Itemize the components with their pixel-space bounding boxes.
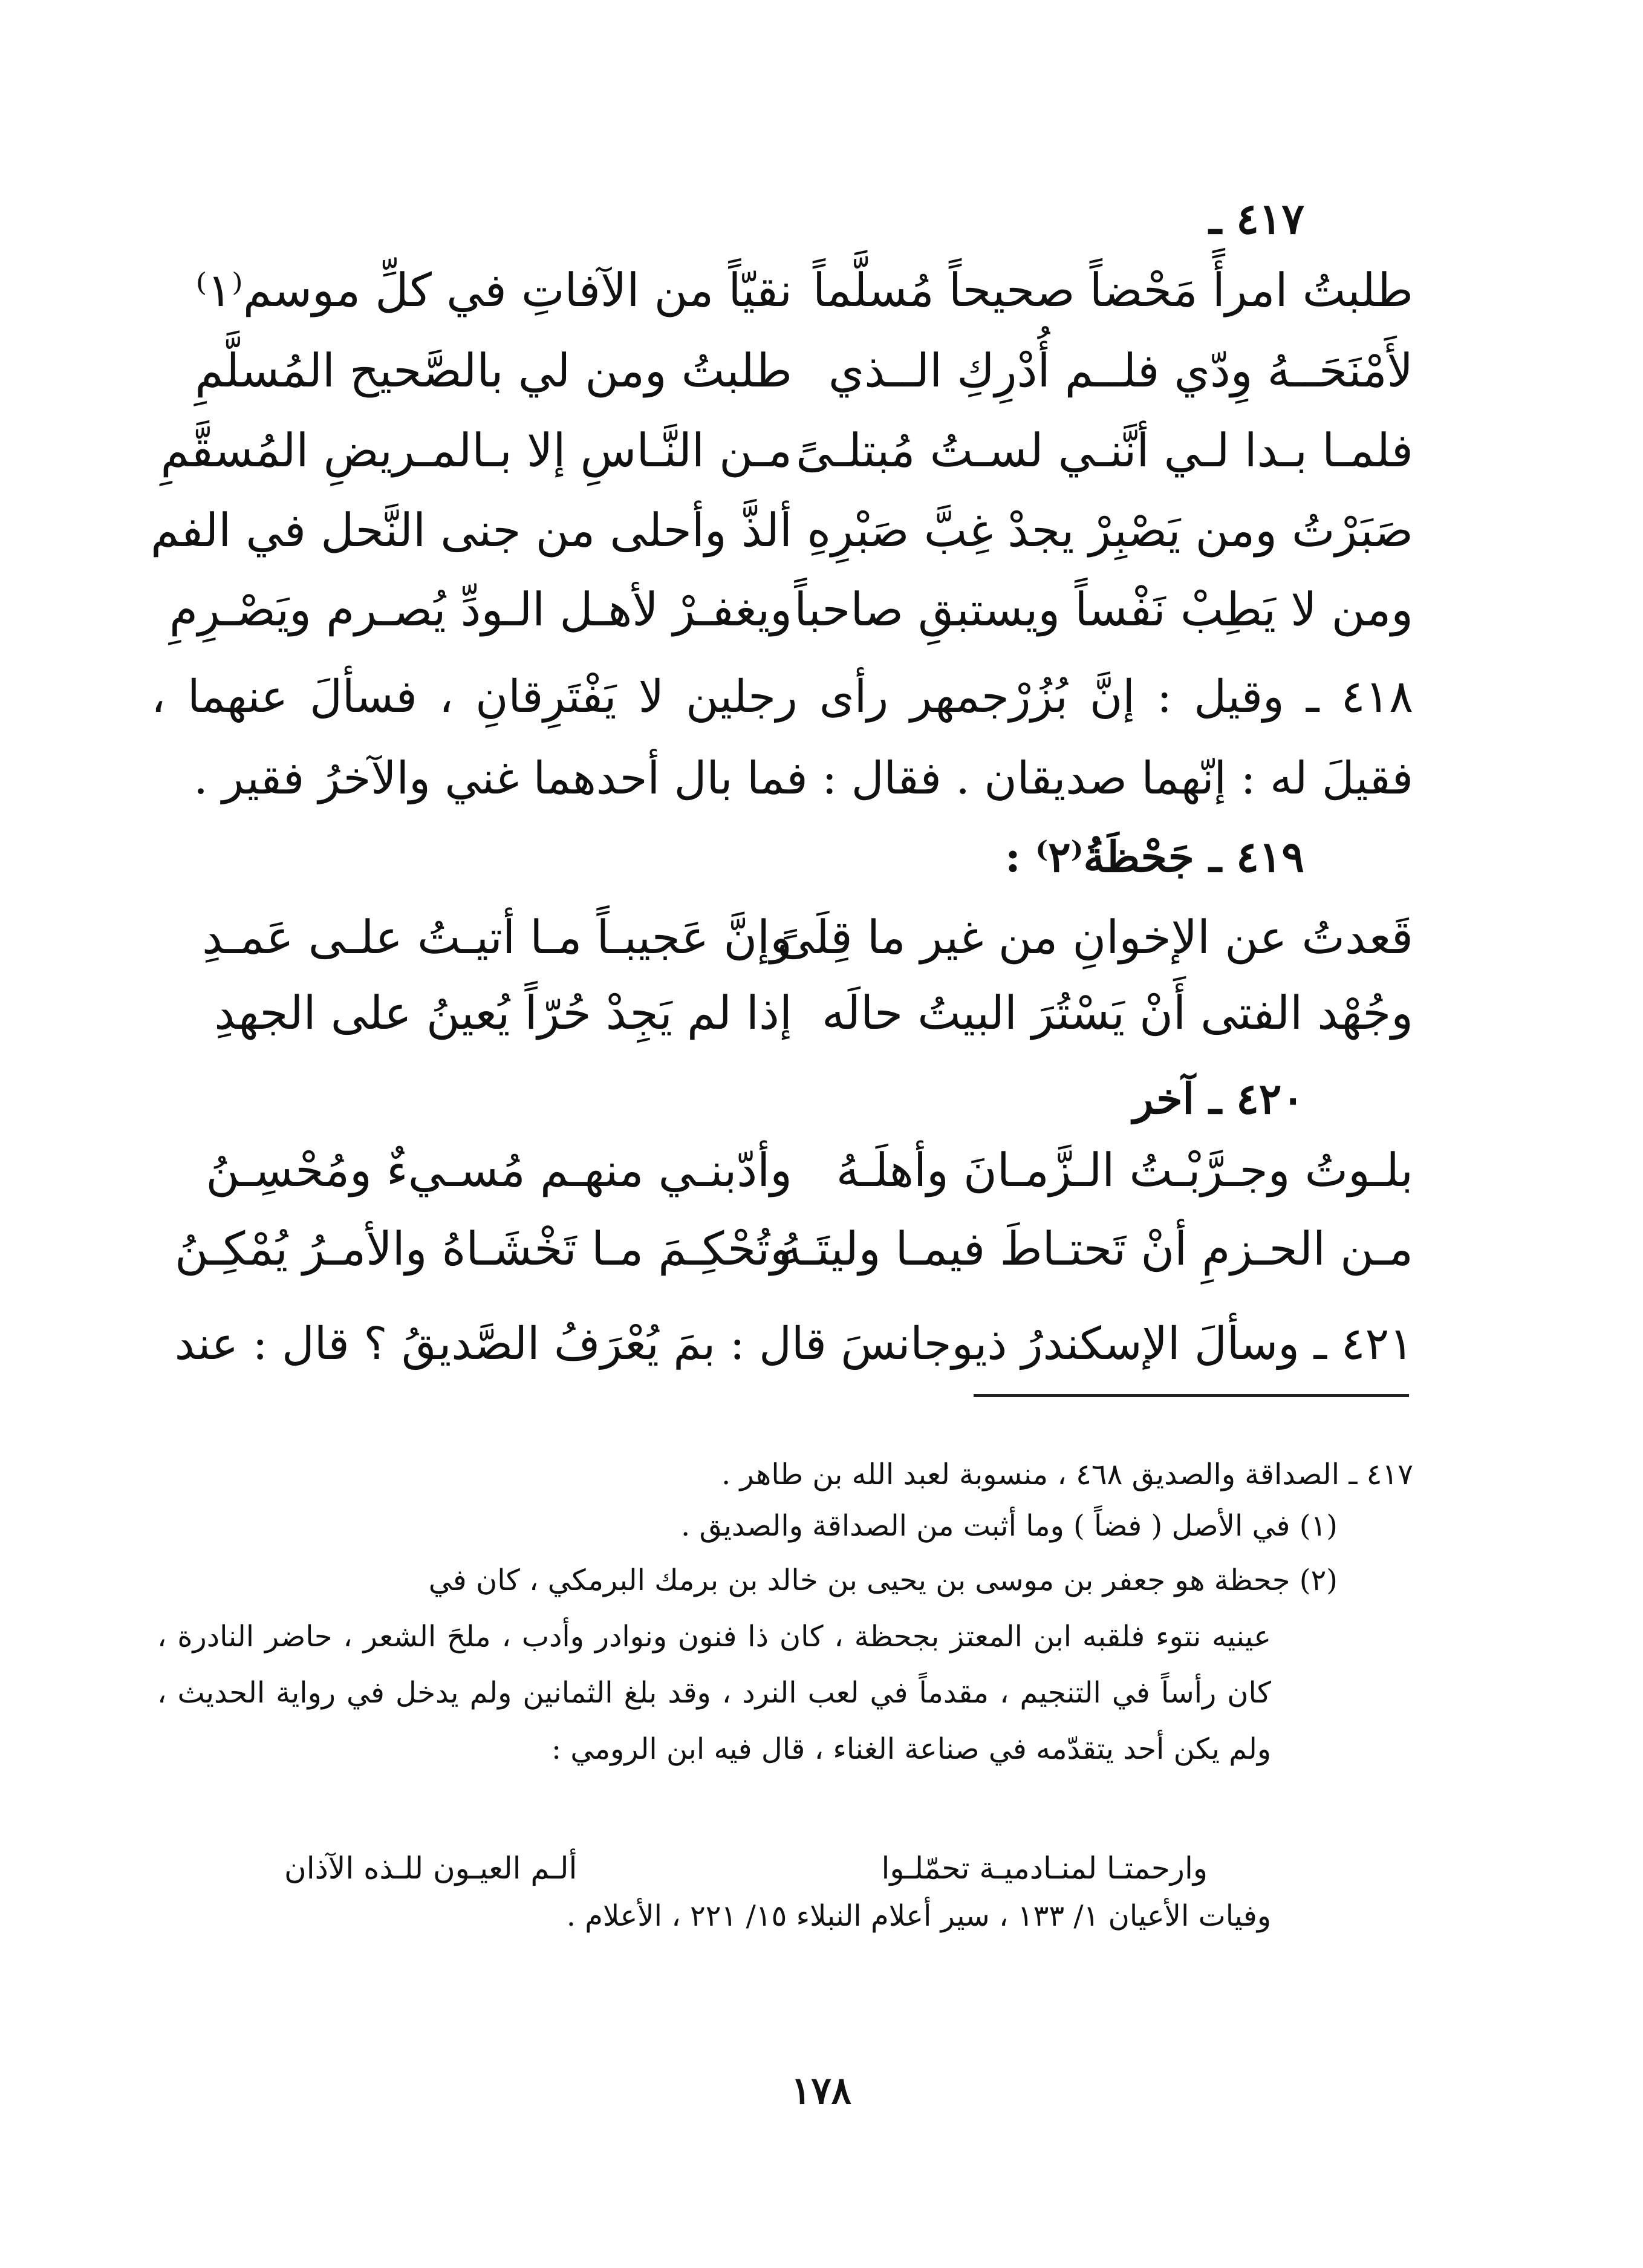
verse-417-3	[151, 423, 1413, 490]
footnote-2-continued: عينيه نتوء فلقبه ابن المعتز بجحظة ، كان ذا فنون ونوادر وأدب ، ملحَ الشعر ، حاضر النادرة ، كان رأساً في التنجيم ، مقدماً في لعب النرد ، وقد بلغ الثمانين ولم يدخل في رواية الحديث ، ولم يكن أحد يتقدّمه في صناعة الغناء ، قال فيه ابن الرومي :	[157, 1620, 1271, 1766]
hemistich-first: طلبتُ امرأً مَحْضاً صحيحاً مُسلَّماً	[812, 263, 1413, 317]
prose-421: ٤٢١ ـ وسألَ الإسكندرُ ذيوجانسَ قال : بمَ يُعْرَفُ الصَّديقُ ؟ قال : عند	[174, 1318, 1413, 1370]
footnote-separator	[974, 1394, 1409, 1397]
verse-417-5	[151, 582, 1413, 649]
hemistich-first: قَعدتُ عن الإخوانِ من غير ما قِلَىً	[776, 910, 1413, 964]
hemistich-first: فلمـا بـدا لـي أنَّنـي لسـتُ مُبتلـىً	[796, 423, 1413, 477]
hemistich-first: صَبَرْتُ ومن يَصْبِرْ يجدْ غِبَّ صَبْرِهِ	[807, 503, 1413, 557]
verse-419-1	[151, 910, 1413, 977]
hemistich-first: ومن لا يَطِبْ نَفْساً ويستبقِ صاحباً	[794, 582, 1413, 636]
hemistich-second: وتُحْكِـمَ مـا تَخْشَـاهُ والأمـرُ يُمْكِـنُ	[175, 1222, 792, 1276]
hemistich-second: مـن النَّـاسِ إلا بـالمـريضِ المُسقَّمِ	[160, 423, 792, 477]
verse-420-1	[151, 1143, 1413, 1210]
hemistich-second: نقيّاً من الآفاتِ في كلِّ موسم⁽١⁾	[195, 263, 792, 317]
footnote-2: (٢) جحظة هو جعفر بن موسى بن يحيى بن خالد بن برمك البرمكي ، كان في	[428, 1563, 1338, 1597]
verse-417-1	[151, 263, 1413, 330]
hemistich-second: ألذَّ وأحلى من جنى النَّحل في الفم	[150, 503, 792, 557]
section-420-title: ٤٢٠ ـ آخر	[1133, 1074, 1304, 1124]
hemistich-second: وأدّبنـي منهـم مُسـيءٌ ومُحْسِـنُ	[206, 1143, 792, 1197]
verse-417-4	[151, 503, 1413, 570]
prose-418: ٤١٨ ـ وقيل : إنَّ بُزُرْجمهر رأى رجلين لا يَفْتَرِقانِ ، فسألَ عنهما ، فقيلَ له : إنّهما صديقان . فقال : فما بال أحدهما غني والآخرُ فقير .	[151, 671, 1413, 804]
footnote-1: (١) في الأصل ( فضاً ) وما أثبت من الصداقة والصديق .	[681, 1509, 1338, 1543]
footnote-417: ٤١٧ ـ الصداقة والصديق ٤٦٨ ، منسوبة لعبد الله بن طاهر .	[721, 1458, 1413, 1491]
footnote-verse-second: ألـم العيـون للـذه الآذان	[284, 1851, 577, 1886]
hemistich-first: وجُهْد الفتى أَنْ يَسْتُرَ البيتُ حالَه	[822, 986, 1413, 1040]
footnote-references: وفيات الأعيان ١/ ١٣٣ ، سير أعلام النبلاء ١٥/ ٢٢١ ، الأعلام .	[566, 1899, 1271, 1933]
verse-417-2	[151, 344, 1413, 410]
hemistich-second: وإنَّ عَجيبـاً مـا أتيـتُ علـى عَمـدِ	[202, 910, 792, 964]
verse-420-2	[151, 1222, 1413, 1288]
page-number: ١٧٨	[791, 2068, 851, 2113]
hemistich-second: ويغفـرْ لأهـل الـودِّ يُصـرم ويَصْـرِمِ	[169, 582, 792, 636]
verse-419-2	[151, 986, 1413, 1052]
hemistich-second: إذا لم يَجِدْ حُرّاً يُعينُ على الجهدِ	[214, 986, 792, 1040]
hemistich-first: لأَمْنَحَــهُ وِدّي فلــم أُدْرِكِ الــذي	[828, 344, 1413, 397]
hemistich-first: بلـوتُ وجـرَّبْـتُ الـزَّمـانَ وأهلَـهُ	[836, 1143, 1413, 1197]
footnote-verse-first: وارحمتـا لمنـادميـة تحمّلـوا	[881, 1851, 1208, 1886]
hemistich-second: طلبتُ ومن لي بالصَّحيح المُسلَّمِ	[195, 344, 792, 397]
section-419-title: ٤١٩ ـ جَحْظَةُ⁽٢⁾ :	[1005, 832, 1304, 882]
section-417-number: ٤١٧ ـ	[1209, 194, 1304, 244]
hemistich-first: مـن الحـزمِ أنْ تَحتـاطَ فيمـا وليتَـهُ	[778, 1222, 1413, 1276]
